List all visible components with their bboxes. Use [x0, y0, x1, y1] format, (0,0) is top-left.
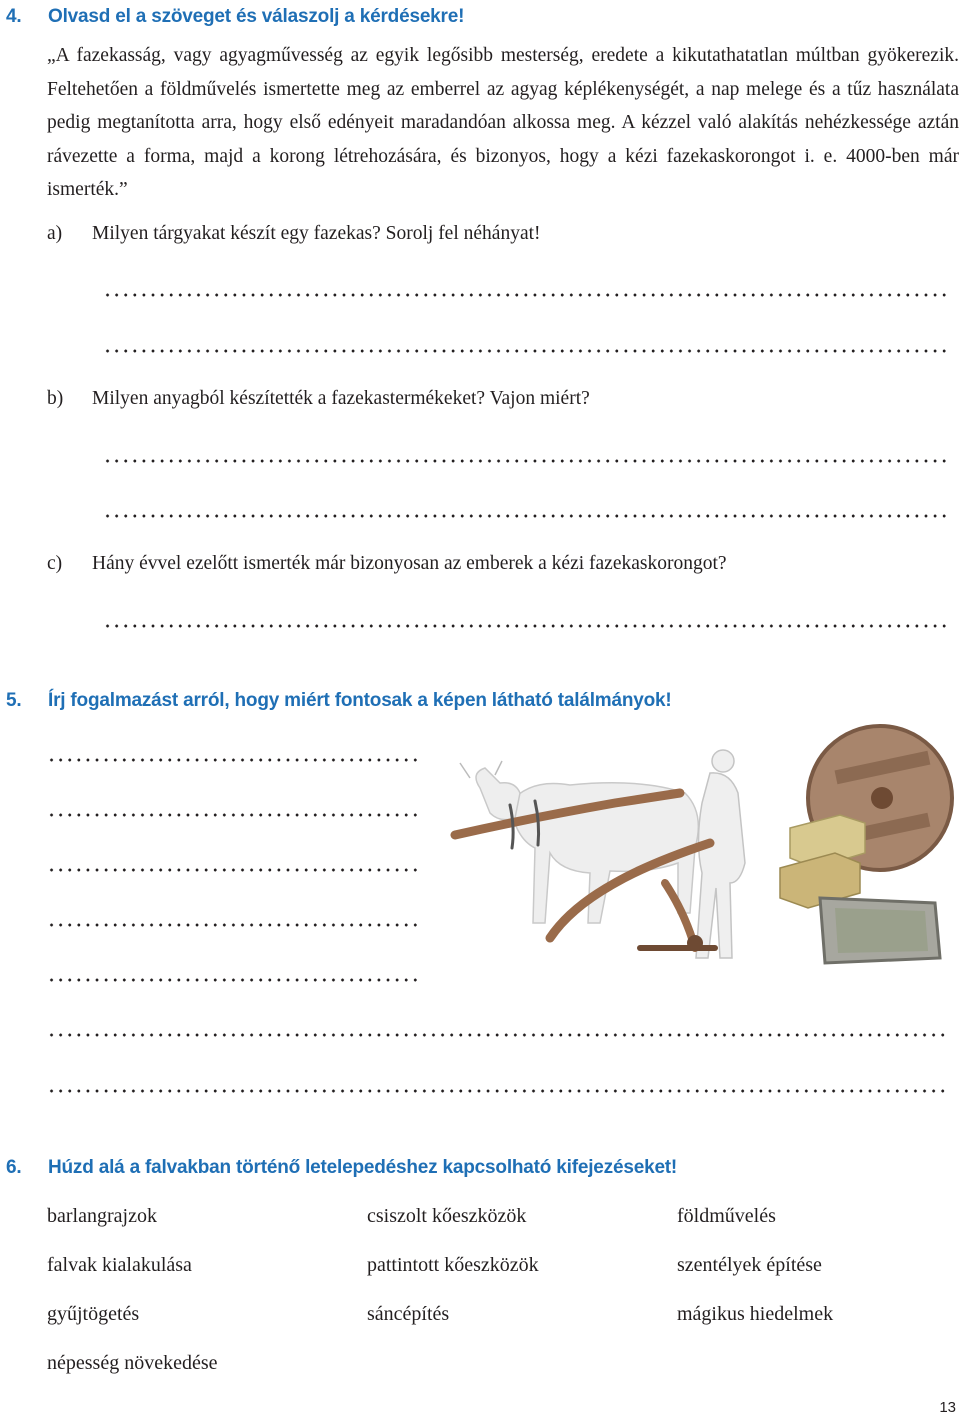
task-4-number: 4.: [6, 6, 22, 27]
page-number: 13: [939, 1399, 956, 1416]
inventions-illustration: [440, 723, 955, 973]
question-b-text: Milyen anyagból készítették a fazekastermékeket? Vajon miért?: [92, 388, 590, 409]
word-option[interactable]: népesség növekedése: [47, 1352, 218, 1374]
essay-line-2[interactable]: [47, 813, 419, 817]
essay-line-7[interactable]: [47, 1089, 948, 1093]
bricks-drawing: [780, 815, 865, 908]
essay-line-1[interactable]: [47, 758, 419, 762]
word-option[interactable]: barlangrajzok: [47, 1205, 157, 1227]
farmer-drawing: [696, 750, 745, 958]
word-option[interactable]: mágikus hiedelmek: [677, 1303, 834, 1325]
word-option[interactable]: pattintott kőeszközök: [367, 1254, 539, 1276]
task-6-heading: [6, 1157, 677, 1179]
question-a-text: Milyen tárgyakat készít egy fazekas? Sorolj fel néhányat!: [92, 223, 541, 244]
oxen-drawing: [460, 761, 698, 923]
task-6-title: Húzd alá a falvakban történő letelepedéshez kapcsolható kifejezéseket!: [48, 1157, 678, 1178]
task-4-heading: [6, 6, 464, 28]
word-option[interactable]: gyűjtögetés: [47, 1303, 140, 1325]
task-6-number: 6.: [6, 1157, 22, 1178]
task-5-title: Írj fogalmazást arról, hogy miért fontosak a képen látható találmányok!: [48, 690, 672, 711]
question-a: [47, 223, 541, 245]
word-option[interactable]: csiszolt kőeszközök: [367, 1205, 527, 1227]
task-5-heading: [6, 690, 672, 712]
task-4-title: Olvasd el a szöveget és válaszolj a kérdésekre!: [48, 6, 465, 27]
brick-mould-drawing: [820, 898, 940, 963]
answer-line-a2[interactable]: [103, 349, 948, 353]
question-c: [47, 553, 727, 575]
question-b-letter: b): [47, 388, 64, 409]
answer-line-c1[interactable]: [103, 624, 948, 628]
question-c-text: Hány évvel ezelőtt ismerték már bizonyosan az emberek a kézi fazekaskorongot?: [92, 553, 727, 574]
question-c-letter: c): [47, 553, 63, 574]
word-option[interactable]: falvak kialakulása: [47, 1254, 192, 1276]
answer-line-b2[interactable]: [103, 514, 948, 518]
word-option[interactable]: földművelés: [677, 1205, 776, 1227]
word-option[interactable]: sáncépítés: [367, 1303, 450, 1325]
task-4-reading-text: „A fazekasság, vagy agyagművesség az egyik legősibb mesterség, eredete a kikutathatatlan múltban gyökerezik. Feltehetően a földművelés ismertette meg az emberrel az agyag képlékenységét, a nap melege és a tűz használata pedig megtanította arra, hogy első edényeit maradandóan alkossa meg. A kézzel való alakítás nehézkessége aztán rávezette a forma, majd a korong létrehozására, és bizonyos, hogy a kézi fazekaskorongot i. e. 4000-ben már ismerték.”: [47, 45, 959, 200]
essay-line-3[interactable]: [47, 868, 419, 872]
question-b: [47, 388, 590, 410]
essay-line-4[interactable]: [47, 923, 419, 927]
essay-line-5[interactable]: [47, 978, 419, 982]
answer-line-a1[interactable]: [103, 293, 948, 297]
question-a-letter: a): [47, 223, 63, 244]
essay-line-6[interactable]: [47, 1033, 948, 1037]
answer-line-b1[interactable]: [103, 459, 948, 463]
task-5-number: 5.: [6, 690, 22, 711]
word-option[interactable]: szentélyek építése: [677, 1254, 822, 1276]
